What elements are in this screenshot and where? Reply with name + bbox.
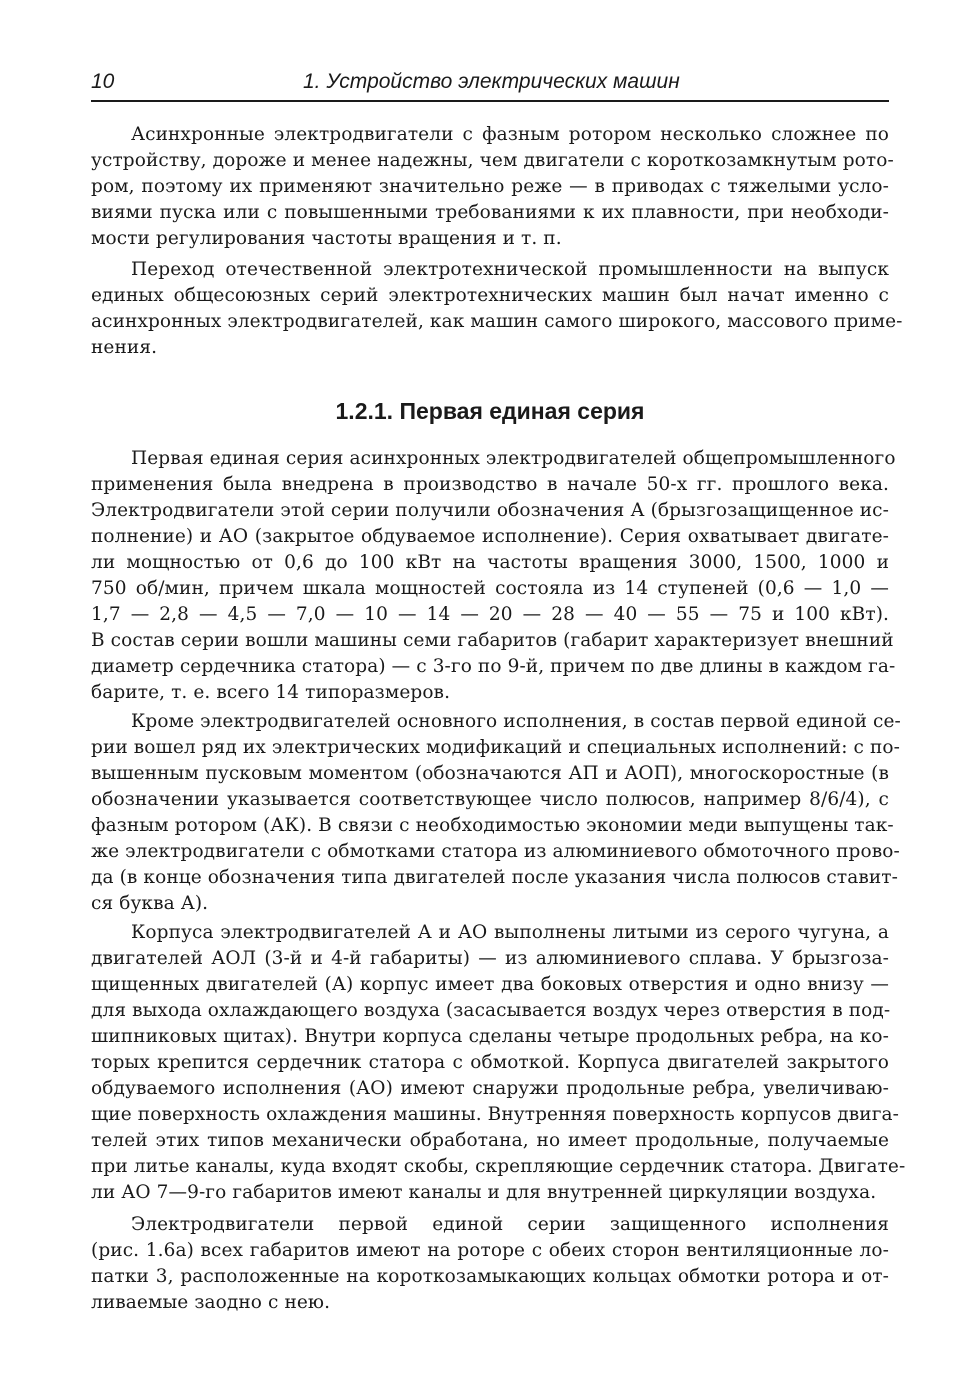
section-paragraph-3 — [91, 920, 906, 1206]
section-paragraph-1 — [91, 446, 896, 706]
text-line: Электродвигатели первой единой серии защищенного исполнения — [131, 1214, 889, 1235]
text-line: да (в конце обозначения типа двигателей после указания числа полюсов ставит- — [91, 867, 898, 888]
text-line: ливаемые заодно с нею. — [91, 1292, 331, 1313]
text-line: Переход отечественной электротехнической промышленности на выпуск — [131, 259, 889, 280]
text-line: щие поверхность охлаждения машины. Внутренняя поверхность корпусов двига- — [91, 1104, 899, 1125]
running-title: 1. Устройство электрических машин — [303, 70, 680, 93]
text-line: устройству, дороже и менее надежны, чем двигатели с короткозамкнутым рото- — [91, 150, 894, 171]
intro-paragraph-2 — [91, 257, 903, 361]
text-line: полнение) и АО (закрытое обдуваемое исполнение). Серия охватывает двигате- — [91, 526, 889, 547]
page-number: 10 — [91, 70, 115, 93]
text-line: ся буква А). — [91, 893, 209, 914]
intro-paragraph-1 — [91, 122, 894, 252]
text-line: обдуваемого исполнения (АО) имеют снаружи продольные ребра, увеличиваю- — [91, 1078, 889, 1099]
text-line: асинхронных электродвигателей, как машин самого широкого, массового приме- — [91, 311, 903, 332]
paragraph — [91, 257, 903, 361]
text-line: обозначении указывается соответствующее число полюсов, например 8/6/4), с — [91, 789, 889, 810]
paragraph — [91, 446, 896, 706]
paragraph — [91, 1212, 889, 1316]
section-paragraph-4 — [91, 1212, 889, 1316]
text-line: виями пуска или с повышенными требованиями к их плавности, при необходи- — [91, 202, 889, 223]
text-line: единых общесоюзных серий электротехнических машин был начат именно с — [91, 285, 889, 306]
text-line: Асинхронные электродвигатели с фазным ротором несколько сложнее по — [131, 124, 889, 145]
text-line: торых крепится сердечник статора с обмоткой. Корпуса двигателей закрытого — [91, 1052, 889, 1073]
text-line: рии вошел ряд их электрических модификаций и специальных исполнений: с по- — [91, 737, 900, 758]
section-paragraph-2 — [91, 709, 901, 917]
text-line: двигателей АОЛ (3-й и 4-й габариты) — из алюминиевого сплава. У брызгоза- — [91, 948, 889, 969]
text-line: шипниковых щитах). Внутри корпуса сделаны четыре продольных ребра, на ко- — [91, 1026, 889, 1047]
text-line: В состав серии вошли машины семи габаритов (габарит характеризует внешний — [91, 630, 894, 651]
text-line: ли мощностью от 0,6 до 100 кВт на частоты вращения 3000, 1500, 1000 и — [91, 552, 889, 573]
text-line: патки 3, расположенные на короткозамыкающих кольцах обмотки ротора и от- — [91, 1266, 889, 1287]
text-line: ром, поэтому их применяют значительно реже — в приводах с тяжелыми усло- — [91, 176, 889, 197]
section-heading: 1.2.1. Первая единая серия — [335, 398, 645, 424]
text-line: же электродвигатели с обмотками статора из алюминиевого обмоточного прово- — [91, 841, 900, 862]
text-line: ли АО 7—9-го габаритов имеют каналы и для внутренней циркуляции воздуха. — [91, 1182, 877, 1203]
text-line: 750 об/мин, причем шкала мощностей состояла из 14 ступеней (0,6 — 1,0 — — [91, 578, 889, 599]
text-line: мости регулирования частоты вращения и т. п. — [91, 228, 562, 249]
text-line: нения. — [91, 337, 158, 358]
text-line: для выхода охлаждающего воздуха (засасывается воздух через отверстия в под- — [91, 1000, 891, 1021]
text-line: диаметр сердечника статора) — с 3-го по 9-й, причем по две длины в каждом га- — [91, 656, 896, 677]
text-line: (рис. 1.6а) всех габаритов имеют на роторе с обеих сторон вентиляционные ло- — [91, 1240, 889, 1261]
text-line: Электродвигатели этой серии получили обозначения А (брызгозащищенное ис- — [91, 500, 889, 521]
text-line: Первая единая серия асинхронных электродвигателей общепромышленного — [131, 448, 896, 469]
text-line: при литье каналы, куда входят скобы, скрепляющие сердечник статора. Двигате- — [91, 1156, 906, 1177]
text-line: 1,7 — 2,8 — 4,5 — 7,0 — 10 — 14 — 20 — 28 — 40 — 55 — 75 и 100 кВт). — [91, 604, 889, 625]
text-line: барите, т. е. всего 14 типоразмеров. — [91, 682, 451, 703]
text-line: Кроме электродвигателей основного исполнения, в состав первой единой се- — [131, 711, 901, 732]
paragraph — [91, 920, 906, 1206]
text-line: телей этих типов механически обработана, но имеет продольные, получаемые — [91, 1130, 889, 1151]
paragraph — [91, 122, 894, 252]
running-header — [91, 66, 889, 102]
paragraph — [91, 709, 901, 917]
text-line: вышенным пусковым моментом (обозначаются АП и АОП), многоскоростные (в — [91, 763, 889, 784]
text-line: применения была внедрена в производство в начале 50-х гг. прошлого века. — [91, 474, 889, 495]
text-line: щищенных двигателей (А) корпус имеет два боковых отверстия и одно внизу — — [91, 974, 889, 995]
text-line: Корпуса электродвигателей А и АО выполнены литыми из серого чугуна, а — [131, 922, 889, 943]
text-line: фазным ротором (АК). В связи с необходимостью экономии меди выпущены так- — [91, 815, 894, 836]
